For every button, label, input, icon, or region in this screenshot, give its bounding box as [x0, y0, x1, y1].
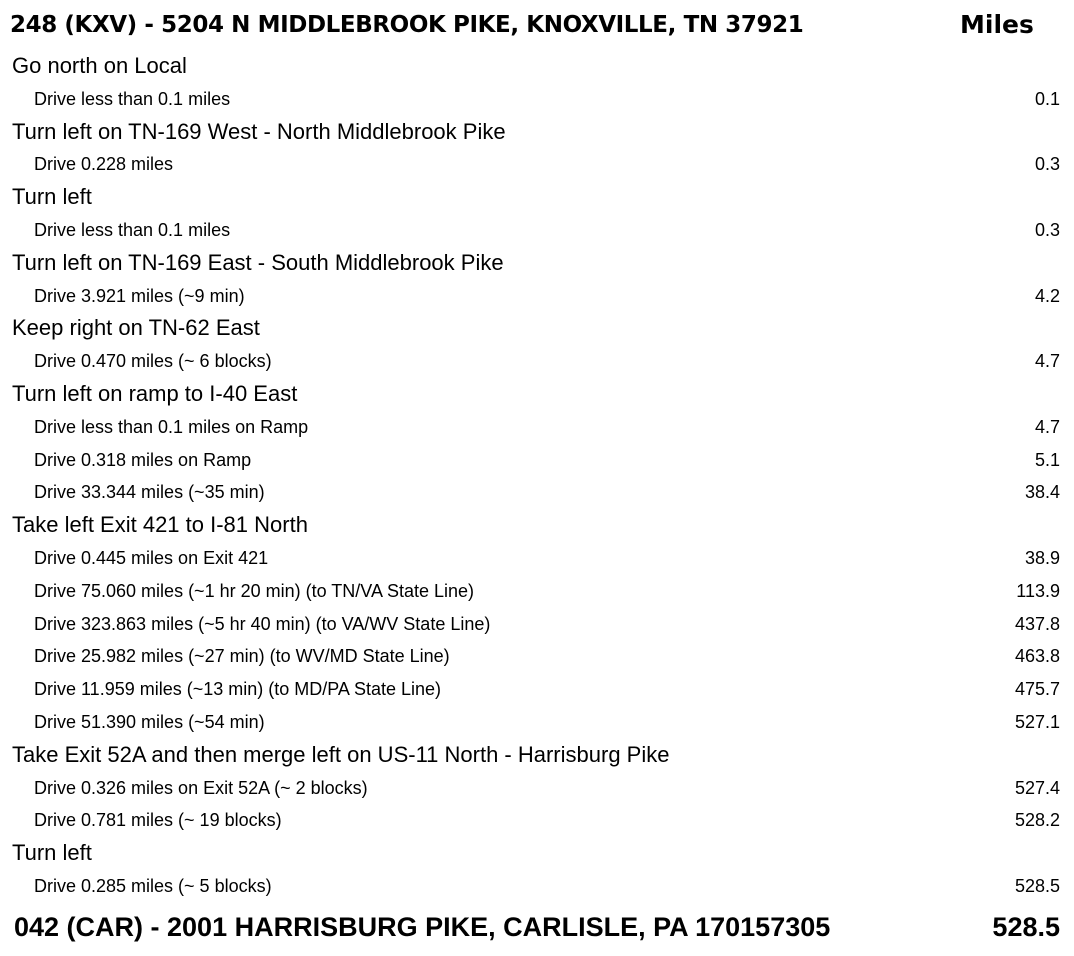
drive-segment [0, 83, 1074, 116]
cumulative-miles: 4.7 [1034, 416, 1060, 437]
cumulative-miles: 0.1 [1034, 88, 1060, 109]
directions-list [0, 50, 1074, 903]
cumulative-miles: 527.4 [1014, 777, 1060, 798]
destination-title: 042 (CAR) - 2001 HARRISBURG PIKE, CARLISLE, PA 170157305 [14, 912, 831, 942]
direction-step [0, 509, 1074, 542]
cumulative-miles: 437.8 [1014, 613, 1060, 634]
drive-segment [0, 804, 1074, 837]
step-instruction: Keep right on TN-62 East [12, 315, 260, 341]
drive-segment [0, 280, 1074, 313]
drive-segment [0, 575, 1074, 608]
direction-step [0, 312, 1074, 345]
step-instruction: Turn left on ramp to I-40 East [12, 380, 298, 406]
destination-footer [14, 905, 1060, 949]
drive-instruction: Drive 0.285 miles (~ 5 blocks) [34, 875, 272, 896]
drive-segment [0, 706, 1074, 739]
drive-segment [0, 870, 1074, 903]
step-instruction: Go north on Local [12, 53, 187, 78]
drive-instruction: Drive 0.470 miles (~ 6 blocks) [34, 351, 272, 372]
cumulative-miles: 463.8 [1014, 646, 1060, 667]
drive-instruction: Drive 0.228 miles [34, 154, 174, 175]
direction-step [0, 116, 1074, 149]
direction-step [0, 739, 1074, 772]
direction-step [0, 837, 1074, 870]
miles-column-header: Miles [960, 10, 1034, 39]
cumulative-miles: 0.3 [1034, 219, 1060, 240]
drive-instruction: Drive 33.344 miles (~35 min) [34, 482, 265, 503]
drive-instruction: Drive 75.060 miles (~1 hr 20 min) (to TN/VA State Line) [34, 580, 475, 601]
drive-instruction: Drive less than 0.1 miles on Ramp [34, 416, 309, 437]
cumulative-miles: 4.2 [1034, 285, 1060, 306]
direction-step [0, 181, 1074, 214]
drive-segment [0, 444, 1074, 477]
drive-instruction: Drive 3.921 miles (~9 min) [34, 285, 245, 306]
cumulative-miles: 38.9 [1024, 547, 1060, 568]
drive-instruction: Drive 323.863 miles (~5 hr 40 min) (to VA/WV State Line) [34, 613, 491, 634]
cumulative-miles: 528.2 [1014, 810, 1060, 831]
drive-instruction: Drive 0.318 miles on Ramp [34, 449, 252, 470]
drive-instruction: Drive 0.445 miles on Exit 421 [34, 547, 269, 568]
drive-segment [0, 345, 1074, 378]
drive-segment [0, 476, 1074, 509]
drive-instruction: Drive 11.959 miles (~13 min) (to MD/PA State Line) [34, 679, 441, 700]
drive-instruction: Drive less than 0.1 miles [34, 219, 231, 240]
direction-step [0, 50, 1074, 83]
step-instruction: Turn left on TN-169 West - North Middlebrook Pike [12, 118, 506, 144]
drive-segment [0, 542, 1074, 575]
drive-segment [0, 772, 1074, 805]
drive-instruction: Drive 0.781 miles (~ 19 blocks) [34, 810, 282, 831]
cumulative-miles: 0.3 [1034, 154, 1060, 175]
drive-segment [0, 640, 1074, 673]
cumulative-miles: 528.5 [1014, 875, 1060, 896]
drive-instruction: Drive 51.390 miles (~54 min) [34, 711, 265, 732]
drive-segment [0, 673, 1074, 706]
drive-instruction: Drive 25.982 miles (~27 min) (to WV/MD State Line) [34, 646, 450, 667]
step-instruction: Take left Exit 421 to I-81 North [12, 512, 308, 538]
step-instruction: Turn left on TN-169 East - South Middlebrook Pike [12, 249, 504, 275]
direction-step [0, 247, 1074, 280]
step-instruction: Turn left [12, 840, 92, 866]
drive-instruction: Drive 0.326 miles on Exit 52A (~ 2 blocks) [34, 777, 368, 798]
origin-title: 248 (KXV) - 5204 N MIDDLEBROOK PIKE, KNOXVILLE, TN 37921 [10, 12, 804, 38]
drive-segment [0, 148, 1074, 181]
cumulative-miles: 5.1 [1034, 449, 1060, 470]
origin-header [10, 8, 1074, 48]
cumulative-miles: 4.7 [1034, 351, 1060, 372]
drive-segment [0, 608, 1074, 641]
direction-step [0, 378, 1074, 411]
drive-segment [0, 411, 1074, 444]
drive-segment [0, 214, 1074, 247]
drive-instruction: Drive less than 0.1 miles [34, 88, 231, 109]
cumulative-miles: 527.1 [1014, 711, 1060, 732]
cumulative-miles: 475.7 [1014, 679, 1060, 700]
cumulative-miles: 113.9 [1016, 580, 1060, 601]
step-instruction: Turn left [12, 184, 92, 210]
cumulative-miles: 38.4 [1024, 482, 1060, 503]
step-instruction: Take Exit 52A and then merge left on US-11 North - Harrisburg Pike [12, 741, 670, 767]
total-miles: 528.5 [992, 912, 1060, 942]
